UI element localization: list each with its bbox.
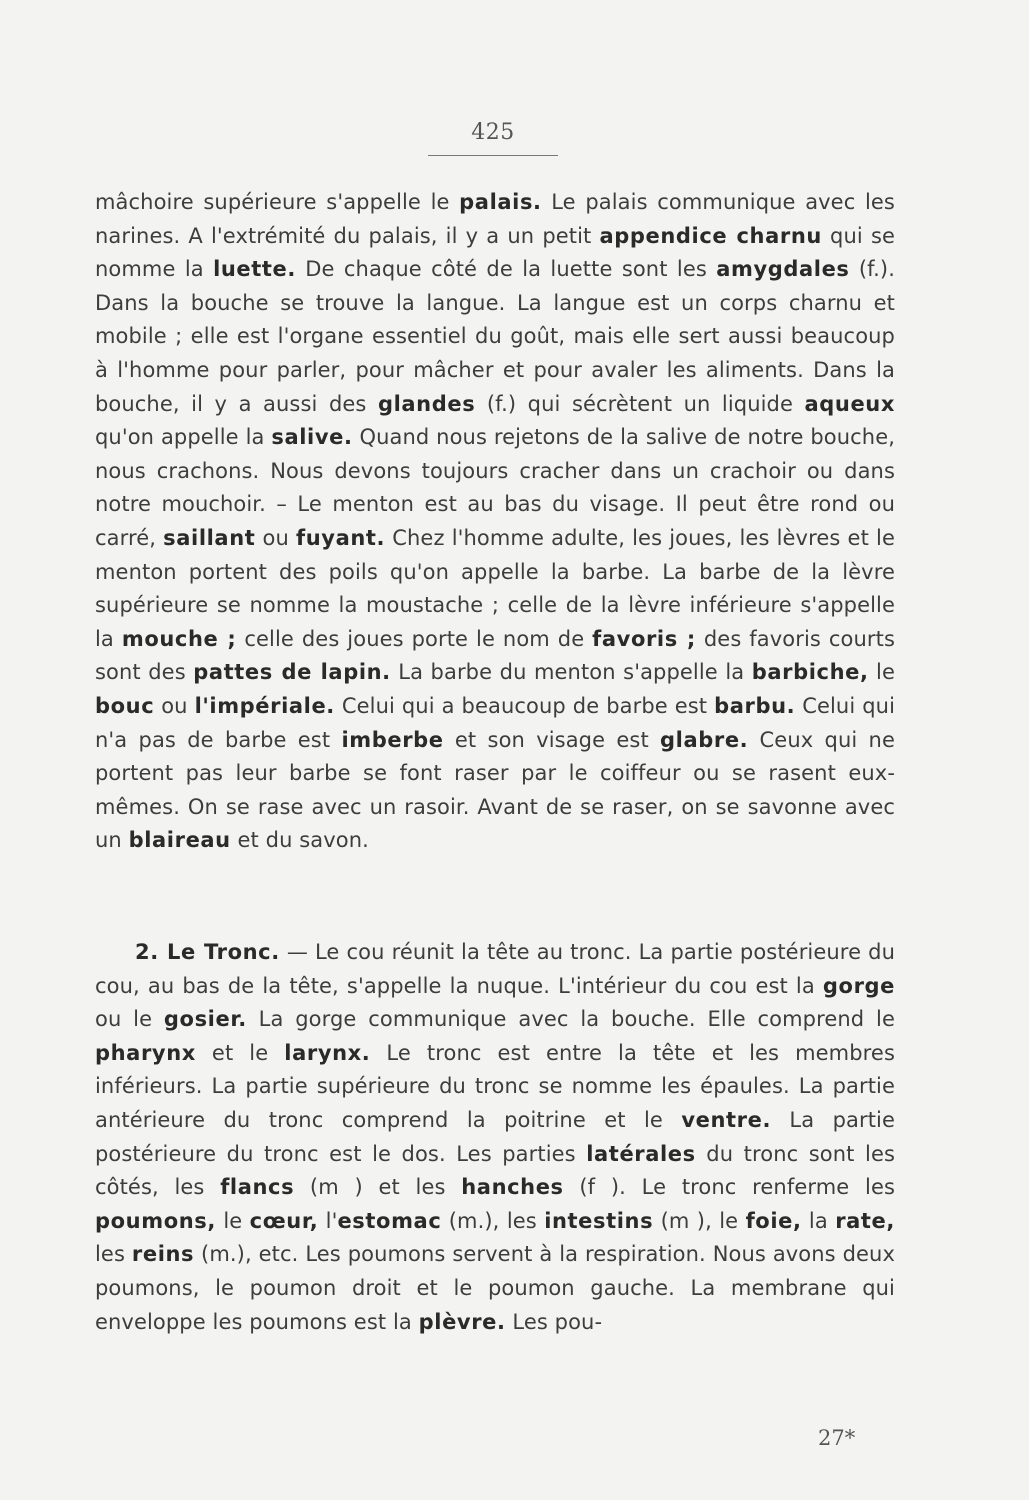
text-segment: La gorge communique avec la bouche. Elle comprend le (246, 1007, 895, 1032)
text-segment: Celui qui n'a pas de barbe est (95, 693, 895, 752)
bold-term: saillant (163, 525, 256, 550)
bold-term: glabre. (660, 727, 749, 752)
bold-term: gosier. (163, 1007, 247, 1032)
text-segment: mâchoire supérieure s'appelle le (95, 190, 460, 214)
bold-term: luette. (213, 257, 296, 282)
bold-term: mouche ; (121, 626, 237, 651)
text-segment: et du savon. (230, 828, 369, 853)
text-segment: (f.) qui sécrètent un liquide (475, 391, 805, 416)
text-segment: (m ), le (653, 1208, 746, 1233)
bold-term: intestins (544, 1208, 654, 1233)
bold-term: larynx. (284, 1040, 371, 1065)
bold-term: bouc (95, 693, 155, 718)
text-segment: De chaque côté de la luette sont les (295, 257, 717, 282)
text-segment: (f.). Dans la bouche se trouve la langue. La langue est un corps charnu et mobile ; elle est l'organe essentiel du goût, mais elle sert aussi beaucoup à l'homme pour parler, pour mâcher et pour avaler les aliments. Dans la bouche, il y a aussi des (95, 257, 895, 416)
bold-term: palais. (459, 190, 542, 214)
bold-term: amygdales (716, 257, 850, 282)
bold-term: pharynx (95, 1040, 196, 1065)
bold-term: foie, (745, 1208, 802, 1233)
text-segment: le (215, 1208, 250, 1233)
text-segment: la (801, 1208, 836, 1233)
bold-term: salive. (271, 425, 353, 450)
page-number: 425 (471, 120, 515, 145)
text-segment: des favoris courts sont des (95, 626, 895, 685)
paragraph-face-continued (95, 186, 895, 858)
text-segment: — Le cou réunit la tête au tronc. La partie postérieure du cou, au bas de la tête, s'appelle la nuque. L'intérieur du cou est la (95, 940, 895, 998)
text-segment: ou le (95, 1007, 164, 1032)
text-segment: et son visage est (443, 727, 661, 752)
text-segment: ou (154, 693, 195, 718)
text-segment: Les pou- (505, 1309, 603, 1334)
text-segment: (f ). Le tronc renferme les (563, 1175, 895, 1200)
section-heading: 2. Le Tronc. (135, 940, 280, 964)
text-segment: qui se nomme la (95, 223, 896, 282)
bold-term: cœur, (249, 1208, 319, 1233)
bold-term: pattes de lapin. (193, 660, 391, 685)
text-segment: du tronc sont les côtés, les (95, 1141, 896, 1200)
bold-term: rate, (835, 1208, 895, 1233)
bold-term: l'impériale. (194, 693, 335, 718)
bold-term: ventre. (681, 1107, 772, 1132)
text-segment: Quand nous rejetons de la salive de notre bouche, nous crachons. Nous devons toujours cracher dans un crachoir ou dans notre mouchoir. – Le menton est au bas du visage. Il peut être rond ou carré, (95, 425, 895, 550)
bold-term: blaireau (128, 828, 231, 853)
bold-term: favoris ; (592, 626, 696, 651)
text-segment: qu'on appelle la (95, 425, 272, 450)
bold-term: latérales (586, 1141, 696, 1166)
text-segment: ou (255, 525, 297, 550)
text-segment: l' (318, 1208, 338, 1233)
bold-term: aqueux (804, 391, 896, 416)
text-segment: les (95, 1242, 132, 1267)
text-segment: celle des joues porte le nom de (236, 626, 593, 651)
bold-term: poumons, (95, 1208, 216, 1233)
text-segment: et le (195, 1040, 285, 1065)
bold-term: hanches (461, 1175, 564, 1200)
text-segment: (m ) et les (294, 1175, 462, 1200)
bold-term: reins (131, 1242, 195, 1267)
text-segment: Celui qui a beaucoup de barbe est (334, 693, 715, 718)
text-segment: le (868, 660, 896, 685)
bold-term: flancs (220, 1175, 295, 1200)
bold-term: fuyant. (296, 525, 386, 550)
header-rule (428, 155, 558, 156)
text-segment: Le tronc est entre la tête et les membres inférieurs. La partie supérieure du tronc se nomme les épaules. La partie antérieure du tronc comprend la poitrine et le (95, 1040, 895, 1132)
text-segment: Ceux qui ne portent pas leur barbe se font raser par le coiffeur ou se rasent eux-mêmes. On se rase avec un rasoir. Avant de se raser, on se savonne avec un (95, 727, 895, 853)
bold-term: glandes (377, 391, 476, 416)
bold-term: plèvre. (418, 1309, 506, 1334)
bold-term: gorge (822, 973, 895, 998)
bold-term: estomac (337, 1208, 442, 1233)
bold-term: barbu. (714, 693, 796, 718)
bold-term: appendice charnu (599, 223, 822, 248)
text-segment: Chez l'homme adulte, les joues, les lèvres et le menton portent des poils qu'on appelle la barbe. La barbe de la lèvre supérieure se nomme la moustache ; celle de la lèvre inférieure s'appelle la (95, 525, 895, 651)
text-segment: Le palais communique avec les narines. A l'extrémité du palais, il y a un petit (95, 190, 895, 248)
bold-term: barbiche, (751, 660, 869, 685)
paragraph-le-tronc (95, 936, 895, 1339)
text-segment: La barbe du menton s'appelle la (390, 660, 752, 685)
signature-mark: 27* (818, 1426, 856, 1450)
text-segment: (m.), les (441, 1208, 545, 1233)
bold-term: imberbe (341, 727, 444, 752)
text-segment: La partie postérieure du tronc est le dos. Les parties (95, 1107, 895, 1166)
text-segment: (m.), etc. Les poumons servent à la respiration. Nous avons deux poumons, le poumon droit et le poumon gauche. La membrane qui enveloppe les poumons est la (95, 1242, 895, 1334)
